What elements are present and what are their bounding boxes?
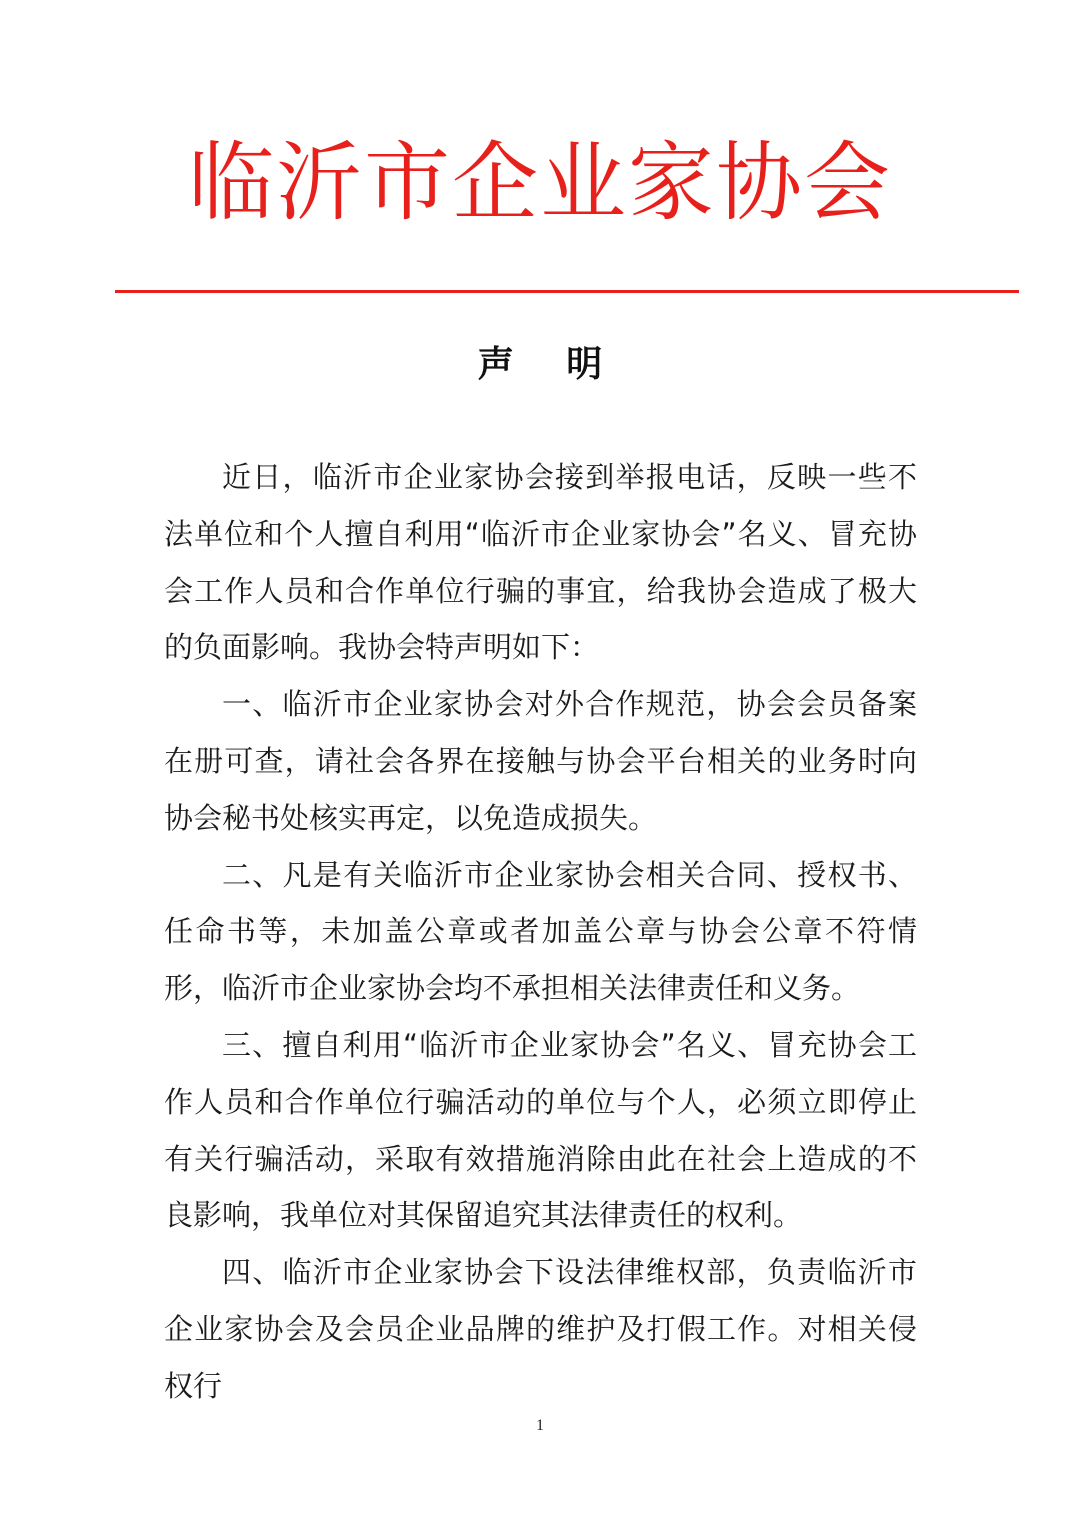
letterhead-title: 临沂市企业家协会	[188, 133, 892, 233]
document-title: 声 明	[477, 344, 603, 385]
page-number: 1	[536, 1417, 544, 1434]
intro-paragraph: 近日，临沂市企业家协会接到举报电话，反映一些不法单位和个人擅自利用“临沂市企业家协会”名义、冒充协会工作人员和合作单位行骗的事宜，给我协会造成了极大的负面影响。我协会特声明如下：	[164, 460, 917, 665]
clause-paragraph-3: 三、擅自利用“临沂市企业家协会”名义、冒充协会工作人员和合作单位行骗活动的单位与个人，必须立即停止有关行骗活动，采取有效措施消除由此在社会上造成的不良影响，我单位对其保留追究其法律责任的权利。	[164, 1027, 917, 1233]
clause-paragraph-1: 一、临沂市企业家协会对外合作规范，协会会员备案在册可查，请社会各界在接触与协会平台相关的业务时向协会秘书处核实再定，以免造成损失。	[164, 687, 917, 835]
letterhead-divider	[115, 290, 1019, 293]
document-body	[164, 449, 917, 1415]
clause-paragraph-4: 四、临沂市企业家协会下设法律维权部，负责临沂市企业家协会及会员企业品牌的维护及打假工作。对相关侵权行	[164, 1255, 917, 1403]
clause-paragraph-2: 二、凡是有关临沂市企业家协会相关合同、授权书、任命书等，未加盖公章或者加盖公章与协会公章不符情形，临沂市企业家协会均不承担相关法律责任和义务。	[164, 857, 917, 1006]
